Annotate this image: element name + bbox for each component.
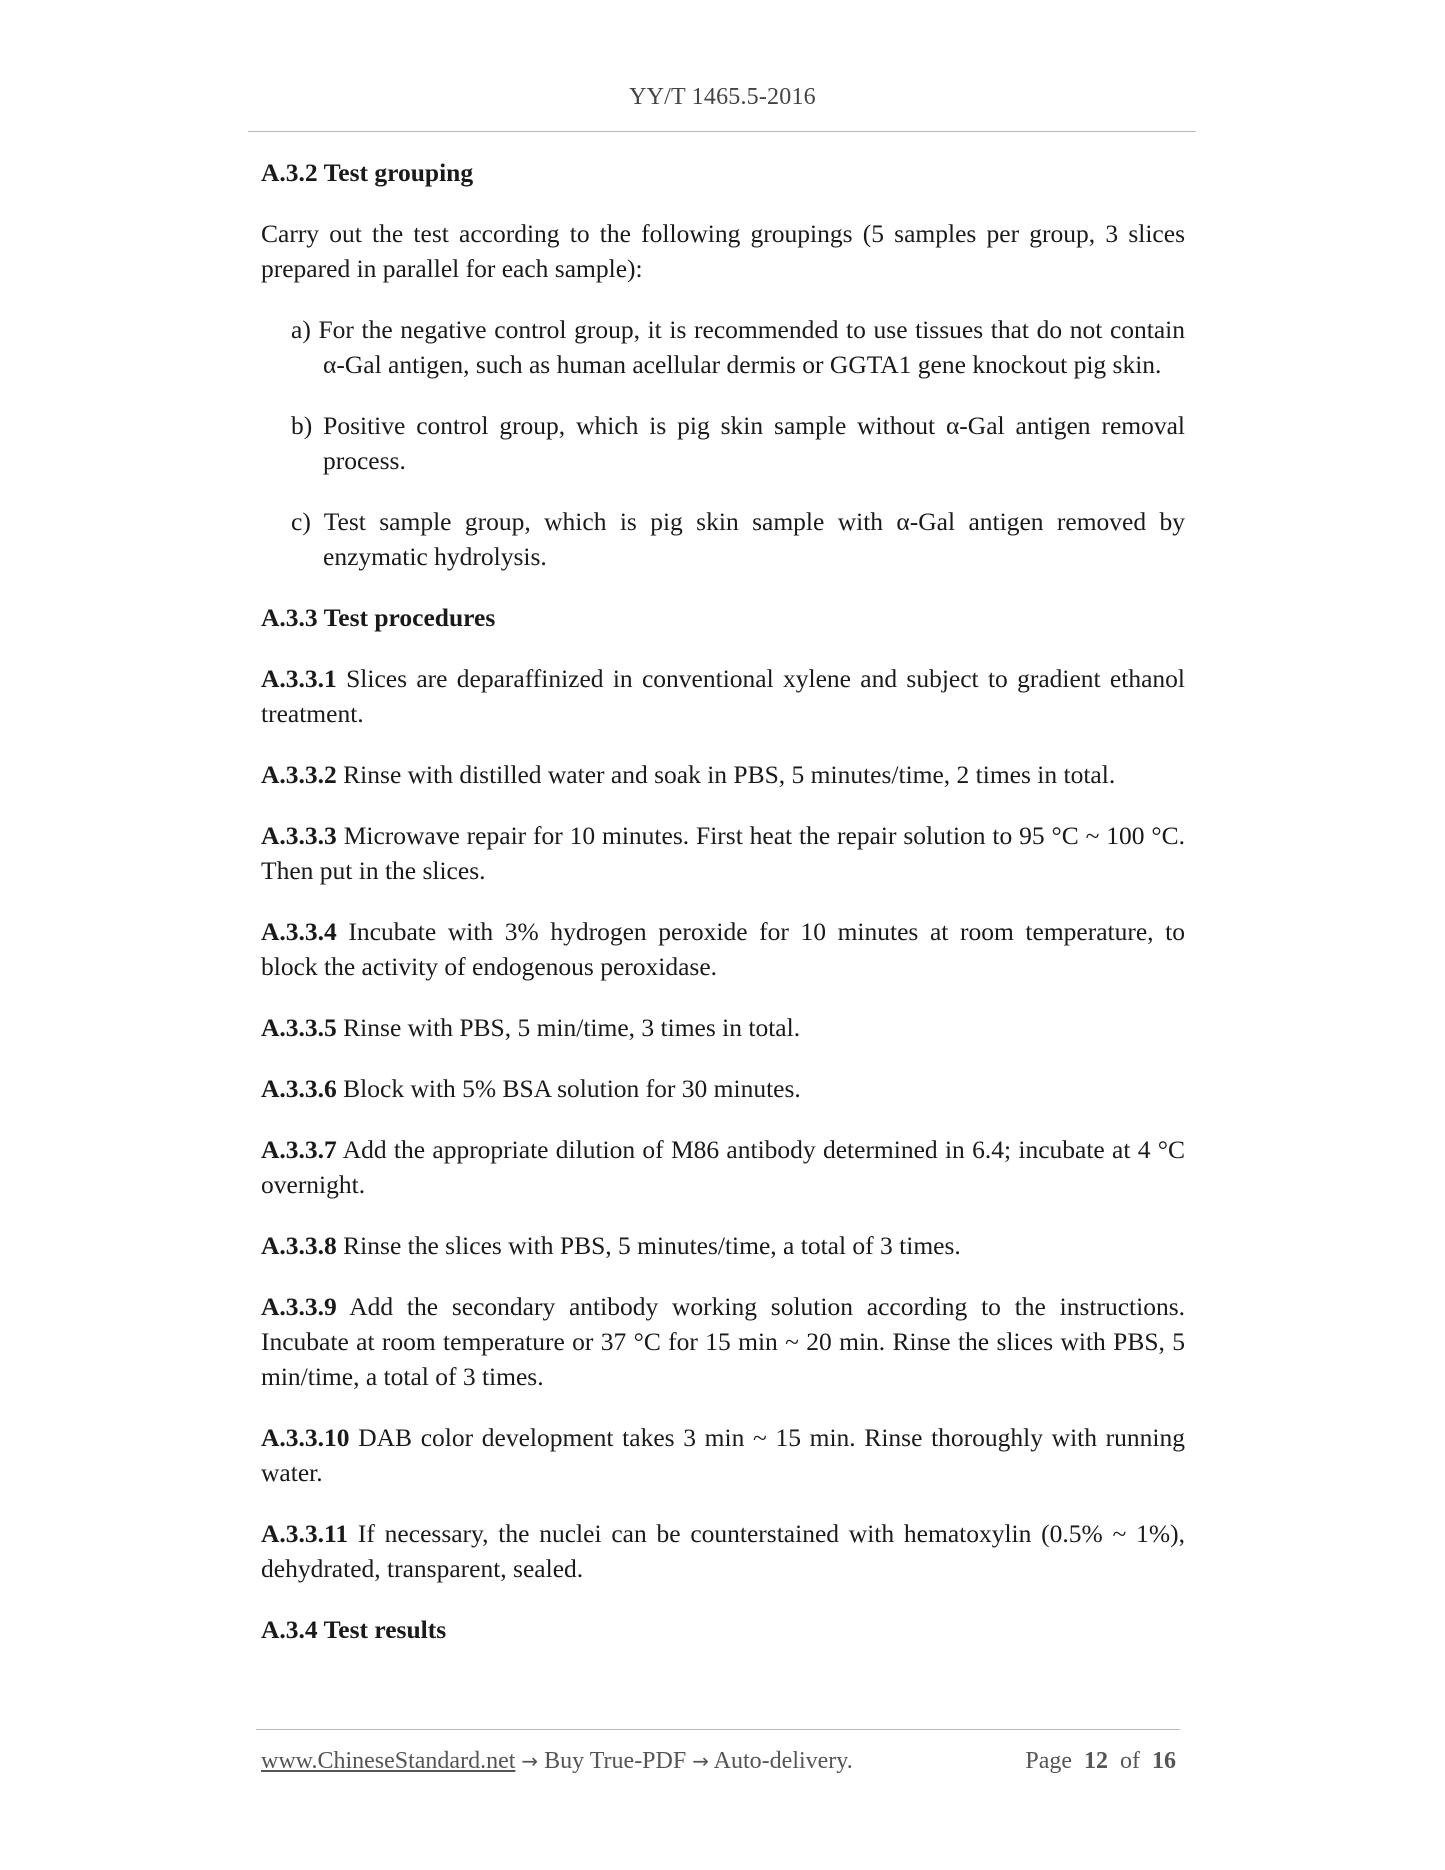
step-number: A.3.3.11: [261, 1519, 349, 1548]
procedure-step: [261, 1516, 1185, 1586]
step-text: Microwave repair for 10 minutes. First heat the repair solution to 95 °C ~ 100 °C. Then put in the slices.: [261, 821, 1186, 885]
list-item: [291, 312, 1185, 382]
step-text: Rinse with distilled water and soak in PBS, 5 minutes/time, 2 times in total.: [343, 760, 1116, 789]
page-label: Page: [1025, 1748, 1072, 1774]
procedure-step: [261, 661, 1185, 731]
a32-intro-paragraph: Carry out the test according to the following groupings (5 samples per group, 3 slices prepared in parallel for each sample):: [261, 219, 1185, 283]
procedure-step: [261, 818, 1185, 888]
list-text: For the negative control group, it is recommended to use tissues that do not contain α-Gal antigen, such as human acellular dermis or GGTA1 gene knockout pig skin.: [318, 315, 1185, 379]
step-text: Block with 5% BSA solution for 30 minutes.: [343, 1074, 801, 1103]
section-heading-a33: A.3.3 Test procedures: [261, 603, 496, 632]
step-text: DAB color development takes 3 min ~ 15 min. Rinse thoroughly with running water.: [261, 1423, 1185, 1487]
procedure-step: [261, 1228, 1185, 1263]
step-number: A.3.3.4: [261, 917, 337, 946]
procedure-step: [261, 1420, 1185, 1490]
step-number: A.3.3.9: [261, 1292, 337, 1321]
step-text: Add the appropriate dilution of M86 antibody determined in 6.4; incubate at 4 °C overnight.: [261, 1135, 1186, 1199]
list-item: [291, 504, 1185, 574]
page-indicator: [1025, 1748, 1176, 1775]
section-heading-a34: A.3.4 Test results: [261, 1615, 447, 1644]
list-marker: a): [291, 315, 311, 344]
header-divider: [248, 131, 1196, 132]
step-number: A.3.3.6: [261, 1074, 337, 1103]
footer-left: [261, 1748, 853, 1775]
step-text: Incubate with 3% hydrogen peroxide for 10 minutes at room temperature, to block the activity of endogenous peroxidase.: [261, 917, 1186, 981]
buy-pdf-text: Buy True-PDF: [544, 1748, 687, 1774]
page-content: [261, 155, 1185, 1647]
test-groups-list: [261, 312, 1185, 574]
step-text: Slices are deparaffinized in conventional xylene and subject to gradient ethanol treatment.: [261, 664, 1185, 728]
procedure-step: [261, 1010, 1185, 1045]
procedure-step: [261, 914, 1185, 984]
step-text: Rinse with PBS, 5 min/time, 3 times in total.: [343, 1013, 801, 1042]
page-footer: [261, 1748, 1176, 1775]
list-marker: b): [291, 411, 313, 440]
arrow-right-icon: →: [521, 1749, 539, 1773]
step-number: A.3.3.10: [261, 1423, 350, 1452]
total-pages-number: 16: [1152, 1748, 1176, 1774]
step-number: A.3.3.1: [261, 664, 337, 693]
footer-divider: [256, 1729, 1180, 1730]
auto-delivery-text: Auto-delivery.: [713, 1748, 853, 1774]
step-number: A.3.3.8: [261, 1231, 337, 1260]
list-item: [291, 408, 1185, 478]
step-text: If necessary, the nuclei can be counterstained with hematoxylin (0.5% ~ 1%), dehydrated, transparent, sealed.: [261, 1519, 1185, 1583]
current-page-number: 12: [1084, 1748, 1108, 1774]
step-number: A.3.3.2: [261, 760, 337, 789]
list-text: Test sample group, which is pig skin sample with α-Gal antigen removed by enzymatic hydrolysis.: [323, 507, 1186, 571]
step-number: A.3.3.5: [261, 1013, 337, 1042]
list-text: Positive control group, which is pig skin sample without α-Gal antigen removal process.: [323, 411, 1185, 475]
site-link[interactable]: www.ChineseStandard.net: [261, 1748, 516, 1774]
of-label: of: [1120, 1748, 1140, 1774]
procedure-step: [261, 1071, 1185, 1106]
step-number: A.3.3.7: [261, 1135, 337, 1164]
document-header: YY/T 1465.5-2016: [629, 84, 816, 110]
procedure-step: [261, 1289, 1185, 1394]
section-heading-a32: A.3.2 Test grouping: [261, 158, 474, 187]
list-marker: c): [291, 507, 311, 536]
procedure-step: [261, 757, 1185, 792]
step-text: Rinse the slices with PBS, 5 minutes/time, a total of 3 times.: [343, 1231, 961, 1260]
step-text: Add the secondary antibody working solution according to the instructions. Incubate at room temperature or 37 °C for 15 min ~ 20 min. Rinse the slices with PBS, 5 min/time, a total of 3 times.: [261, 1292, 1186, 1391]
procedure-step: [261, 1132, 1185, 1202]
arrow-right-icon: →: [692, 1749, 709, 1773]
step-number: A.3.3.3: [261, 821, 337, 850]
